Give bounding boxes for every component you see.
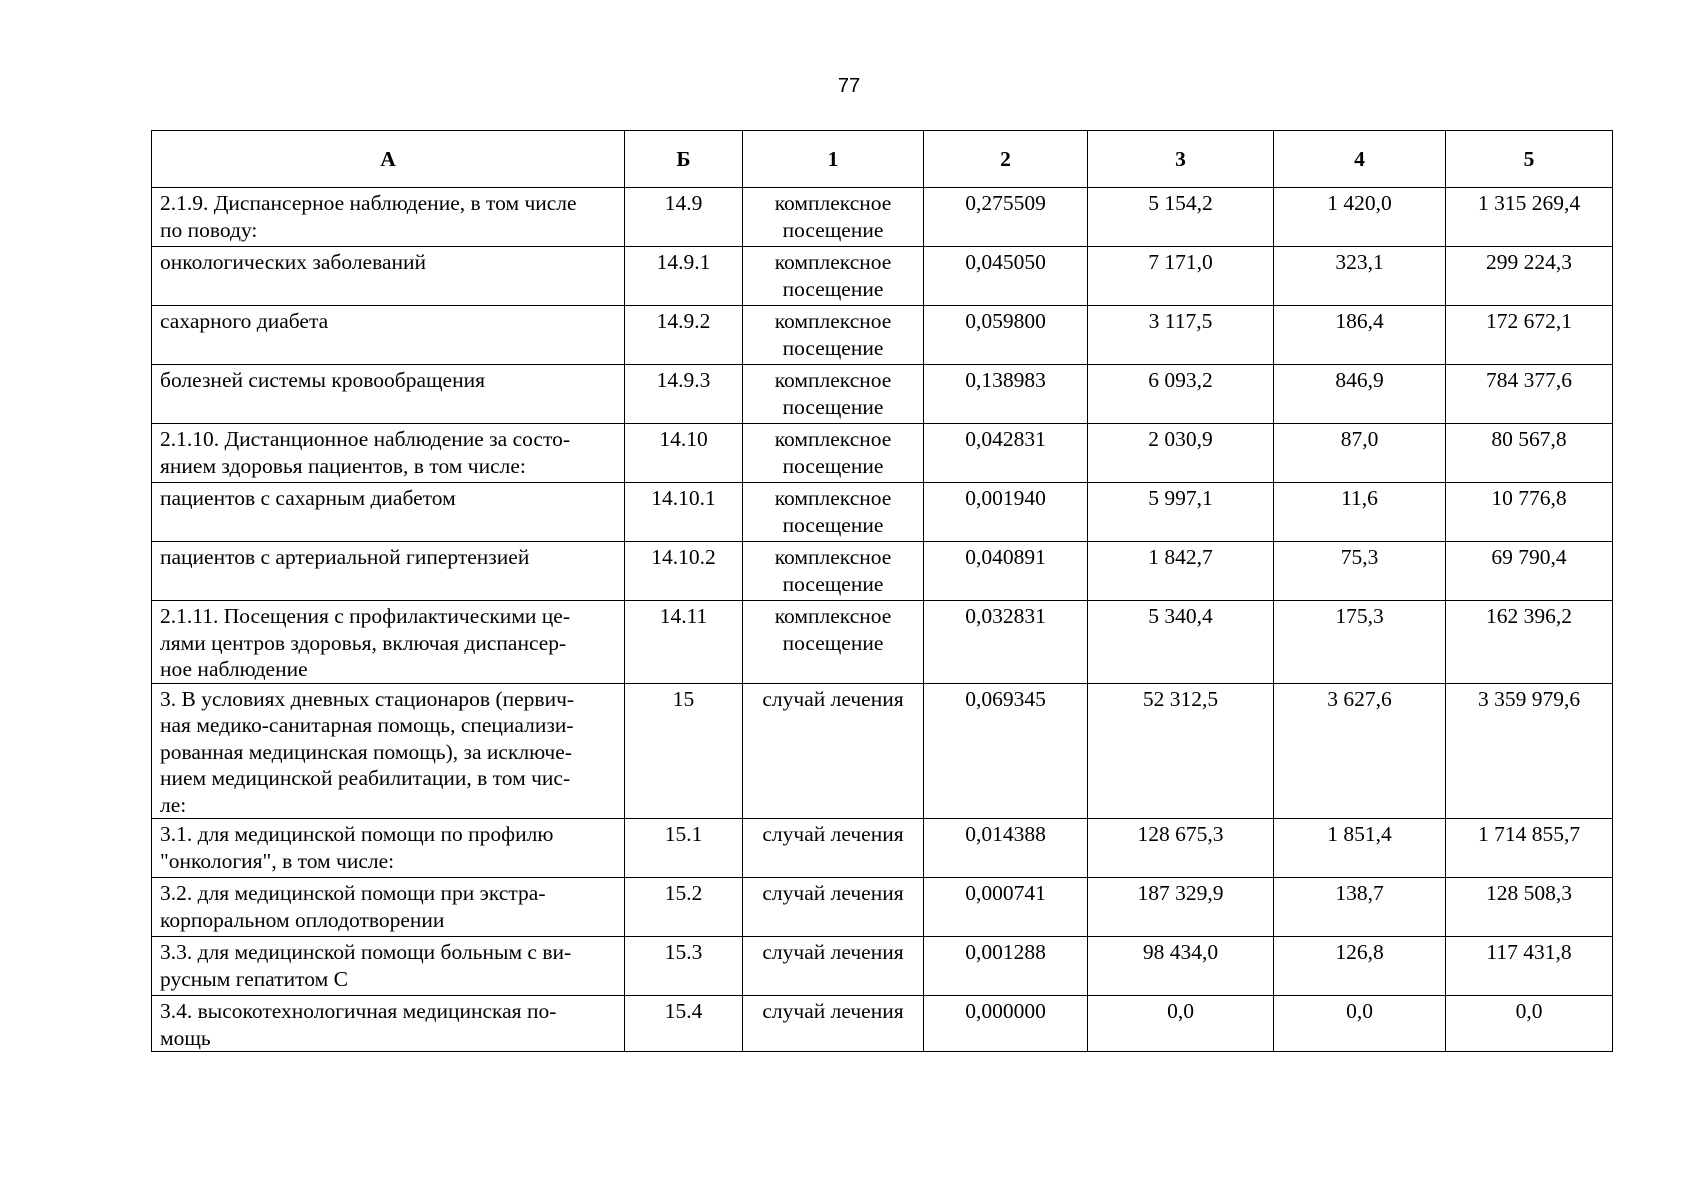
row-name: болезней системы кровообращения [152,365,625,424]
table-row [152,424,1613,483]
row-code: 14.10 [625,424,743,483]
row-code: 14.9.2 [625,306,743,365]
row-value-2: 0,042831 [924,424,1088,483]
row-code: 14.10.2 [625,542,743,601]
row-value-5: 10 776,8 [1446,483,1613,542]
row-value-5: 0,0 [1446,996,1613,1052]
row-code: 14.10.1 [625,483,743,542]
row-unit: комплексное посещение [743,306,924,365]
row-value-4: 3 627,6 [1274,683,1446,819]
row-value-4: 1 420,0 [1274,188,1446,247]
row-value-4: 1 851,4 [1274,819,1446,878]
header-cell: Б [625,131,743,188]
row-value-2: 0,032831 [924,601,1088,684]
row-value-2: 0,000741 [924,878,1088,937]
table-row [152,542,1613,601]
header-row [152,131,1613,188]
row-code: 14.11 [625,601,743,684]
row-name: 2.1.9. Диспансерное наблюдение, в том числе по поводу: [152,188,625,247]
row-name: сахарного диабета [152,306,625,365]
data-table [151,130,1613,1052]
row-value-2: 0,069345 [924,683,1088,819]
row-value-3: 3 117,5 [1088,306,1274,365]
row-value-5: 128 508,3 [1446,878,1613,937]
row-value-4: 323,1 [1274,247,1446,306]
row-name: пациентов с сахарным диабетом [152,483,625,542]
row-value-4: 138,7 [1274,878,1446,937]
row-unit: случай лечения [743,937,924,996]
row-name: 3.4. высокотехнологичная медицинская по- мощь [152,996,625,1052]
row-value-4: 87,0 [1274,424,1446,483]
table-row [152,365,1613,424]
header-cell: 4 [1274,131,1446,188]
row-value-3: 128 675,3 [1088,819,1274,878]
header-cell: 5 [1446,131,1613,188]
row-name: 2.1.10. Дистанционное наблюдение за состо- янием здоровья пациентов, в том числе: [152,424,625,483]
row-value-2: 0,275509 [924,188,1088,247]
row-value-2: 0,001940 [924,483,1088,542]
row-unit: комплексное посещение [743,483,924,542]
row-value-5: 784 377,6 [1446,365,1613,424]
row-value-4: 175,3 [1274,601,1446,684]
row-value-5: 3 359 979,6 [1446,683,1613,819]
row-value-3: 5 340,4 [1088,601,1274,684]
table-row [152,878,1613,937]
header-cell: 3 [1088,131,1274,188]
row-unit: комплексное посещение [743,424,924,483]
row-code: 14.9.3 [625,365,743,424]
row-name: 3. В условиях дневных стационаров (первич- ная медико-санитарная помощь, специализи- рованная медицинская помощь), за исключе- нием медицинской реабилитации, в том чис- ле: [152,683,625,819]
row-value-5: 80 567,8 [1446,424,1613,483]
row-value-2: 0,014388 [924,819,1088,878]
header-cell: 2 [924,131,1088,188]
row-value-5: 172 672,1 [1446,306,1613,365]
row-value-5: 299 224,3 [1446,247,1613,306]
row-unit: комплексное посещение [743,365,924,424]
row-value-3: 7 171,0 [1088,247,1274,306]
row-value-3: 98 434,0 [1088,937,1274,996]
row-code: 15.4 [625,996,743,1052]
table-row [152,601,1613,684]
row-value-4: 0,0 [1274,996,1446,1052]
row-value-5: 1 714 855,7 [1446,819,1613,878]
table-row [152,188,1613,247]
row-unit: комплексное посещение [743,247,924,306]
row-code: 15.2 [625,878,743,937]
row-value-3: 5 154,2 [1088,188,1274,247]
row-name: пациентов с артериальной гипертензией [152,542,625,601]
row-name: онкологических заболеваний [152,247,625,306]
row-name: 3.1. для медицинской помощи по профилю "онкология", в том числе: [152,819,625,878]
row-unit: комплексное посещение [743,542,924,601]
row-value-3: 0,0 [1088,996,1274,1052]
header-cell: 1 [743,131,924,188]
row-value-4: 11,6 [1274,483,1446,542]
table-row [152,937,1613,996]
row-name: 3.3. для медицинской помощи больным с ви- русным гепатитом С [152,937,625,996]
row-unit: комплексное посещение [743,601,924,684]
row-unit: случай лечения [743,683,924,819]
table-row [152,996,1613,1052]
table-row [152,819,1613,878]
row-unit: случай лечения [743,878,924,937]
row-value-2: 0,001288 [924,937,1088,996]
row-value-3: 187 329,9 [1088,878,1274,937]
row-value-5: 1 315 269,4 [1446,188,1613,247]
row-value-2: 0,059800 [924,306,1088,365]
table-row [152,483,1613,542]
row-value-4: 186,4 [1274,306,1446,365]
row-code: 15.1 [625,819,743,878]
row-name: 2.1.11. Посещения с профилактическими це- лями центров здоровья, включая диспансер- ное наблюдение [152,601,625,684]
row-value-3: 52 312,5 [1088,683,1274,819]
row-value-3: 5 997,1 [1088,483,1274,542]
row-value-3: 1 842,7 [1088,542,1274,601]
table-row [152,306,1613,365]
header-cell: А [152,131,625,188]
table-row [152,247,1613,306]
row-value-5: 117 431,8 [1446,937,1613,996]
row-value-3: 6 093,2 [1088,365,1274,424]
row-value-4: 75,3 [1274,542,1446,601]
row-value-2: 0,040891 [924,542,1088,601]
row-code: 15.3 [625,937,743,996]
row-value-2: 0,000000 [924,996,1088,1052]
row-code: 14.9.1 [625,247,743,306]
row-unit: комплексное посещение [743,188,924,247]
row-value-5: 162 396,2 [1446,601,1613,684]
page-number: 77 [837,75,861,97]
row-name: 3.2. для медицинской помощи при экстра- корпоральном оплодотворении [152,878,625,937]
row-code: 14.9 [625,188,743,247]
row-value-5: 69 790,4 [1446,542,1613,601]
row-unit: случай лечения [743,996,924,1052]
row-unit: случай лечения [743,819,924,878]
row-value-4: 126,8 [1274,937,1446,996]
row-code: 15 [625,683,743,819]
table-row [152,683,1613,819]
row-value-2: 0,138983 [924,365,1088,424]
row-value-4: 846,9 [1274,365,1446,424]
row-value-2: 0,045050 [924,247,1088,306]
row-value-3: 2 030,9 [1088,424,1274,483]
